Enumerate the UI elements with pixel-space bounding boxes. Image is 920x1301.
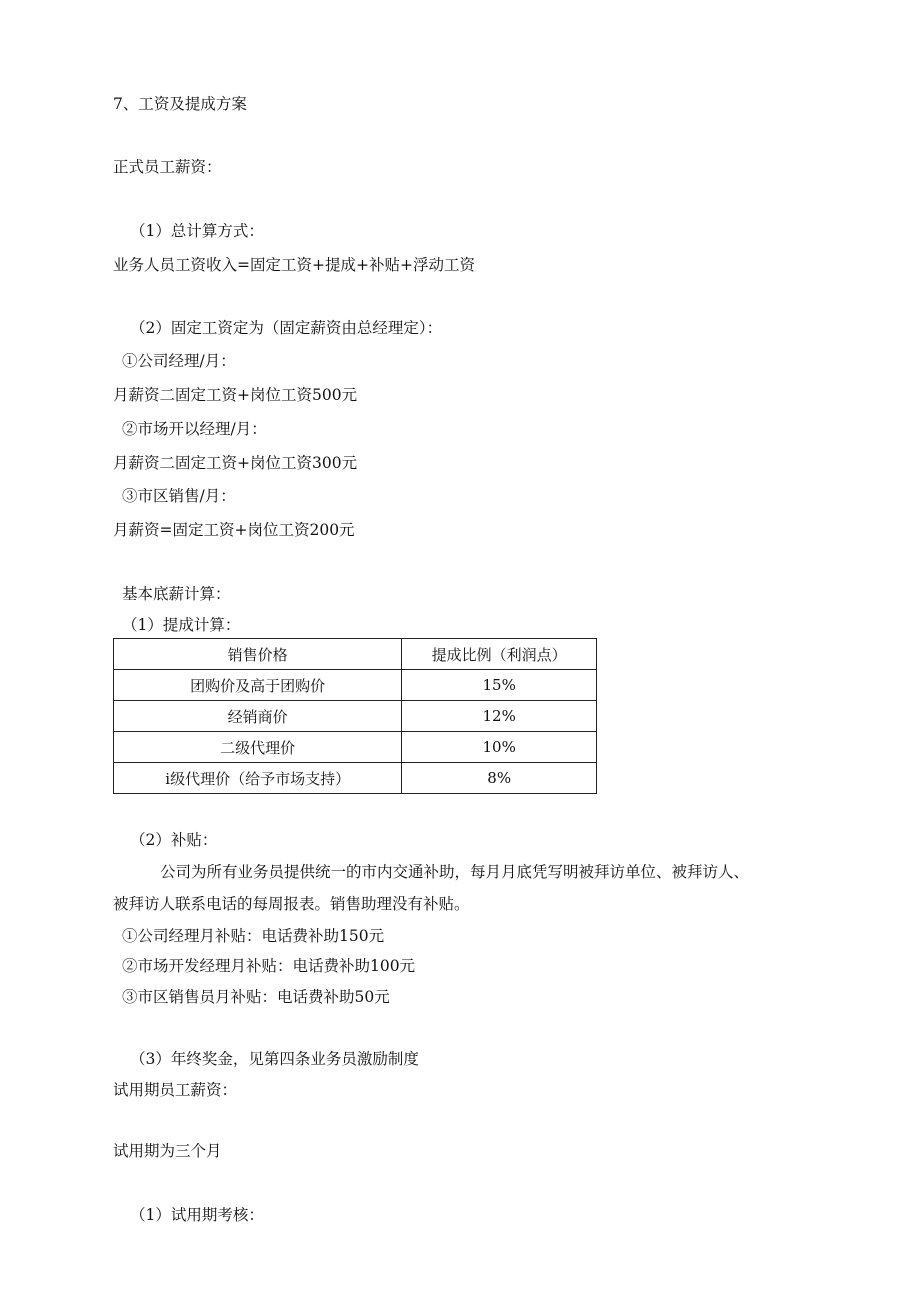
subsidy-item: ①公司经理月补贴：电话费补助150元 (122, 927, 385, 945)
subsidy-paragraph: 被拜访人联系电话的每周报表。销售助理没有补贴。 (113, 895, 470, 913)
table-cell: 经销商价 (114, 701, 402, 732)
role-title: ①公司经理/月： (122, 352, 236, 370)
subsidy-paragraph: 公司为所有业务员提供统一的市内交通补助，每月月底凭写明被拜访单位、被拜访人、 (160, 863, 750, 881)
table-header-row (114, 639, 597, 670)
table-row (114, 732, 597, 763)
table-cell: 12% (402, 701, 597, 732)
subsidy-item: ②市场开发经理月补贴：电话费补助100元 (122, 957, 416, 975)
table-row (114, 701, 597, 732)
year-end-bonus: （3）年终奖金，见第四条业务员激励制度 (130, 1050, 419, 1068)
calc-method-heading: （1）总计算方式： (130, 222, 264, 240)
trial-assessment-heading: （1）试用期考核： (130, 1206, 264, 1224)
subsidy-heading: （2）补贴： (130, 831, 218, 849)
table-cell: 15% (402, 670, 597, 701)
fixed-salary-heading: （2）固定工资定为（固定薪资由总经理定）： (130, 319, 443, 337)
role-salary: 月薪资二固定工资+岗位工资500元 (113, 386, 358, 404)
commission-heading: （1）提成计算： (122, 616, 241, 634)
base-salary-heading: 基本底薪计算： (122, 585, 231, 603)
subsidy-item: ③市区销售员月补贴：电话费补助50元 (122, 988, 390, 1006)
table-header-cell: 销售价格 (114, 639, 402, 670)
table-header-cell: 提成比例（利润点） (402, 639, 597, 670)
role-title: ③市区销售/月： (122, 487, 236, 505)
role-salary: 月薪资二固定工资+岗位工资300元 (113, 454, 358, 472)
table-cell: 团购价及高于团购价 (114, 670, 402, 701)
role-salary: 月薪资=固定工资+岗位工资200元 (113, 521, 355, 539)
table-row (114, 763, 597, 794)
formal-salary-heading: 正式员工薪资： (113, 158, 222, 176)
table-row (114, 670, 597, 701)
trial-period: 试用期为三个月 (113, 1142, 222, 1160)
table-cell: 10% (402, 732, 597, 763)
commission-table (113, 638, 597, 794)
calc-method-formula: 业务人员工资收入=固定工资+提成+补贴+浮动工资 (113, 256, 475, 274)
trial-salary-heading: 试用期员工薪资： (113, 1081, 238, 1099)
table-cell: 二级代理价 (114, 732, 402, 763)
section-title: 7、工资及提成方案 (113, 95, 247, 113)
table-cell: i级代理价（给予市场支持） (114, 763, 402, 794)
role-title: ②市场开以经理/月： (122, 420, 267, 438)
table-cell: 8% (402, 763, 597, 794)
